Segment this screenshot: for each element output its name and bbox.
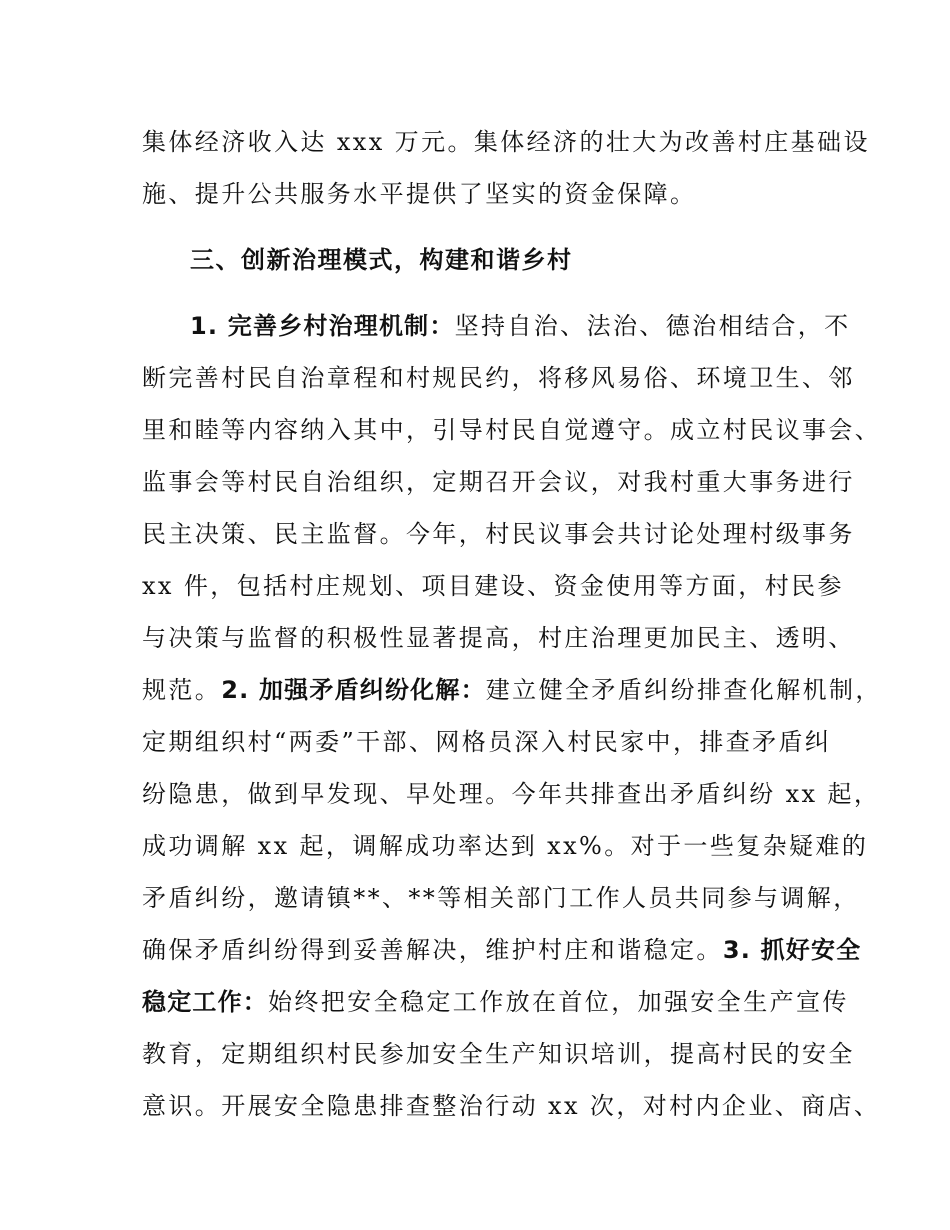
subheading-text: 1. 完善乡村治理机制： [190, 312, 455, 340]
text-segment: 集体经济收入达 xxx 万元。集体经济的壮大为改善村庄基础设 [142, 128, 870, 156]
text-segment: xx 件，包括村庄规划、项目建设、资金使用等方面，村民参 [142, 572, 844, 600]
text-segment: 意识。开展安全隐患排查整治行动 xx 次，对村内企业、商店、 [142, 1092, 881, 1120]
paragraph-line [142, 414, 881, 446]
text-segment: 教育，定期组织村民参加安全生产知识培训，提高村民的安全 [142, 1040, 855, 1068]
text-segment: 监事会等村民自治组织，定期召开会议，对我村重大事务进行 [142, 468, 855, 496]
text-segment: 纷隐患，做到早发现、早处理。今年共排查出矛盾纠纷 xx 起， [142, 780, 881, 808]
paragraph-line [142, 934, 861, 966]
text-segment: 坚持自治、法治、德治相结合，不 [454, 312, 851, 340]
paragraph-line [142, 674, 882, 706]
text-segment: 与决策与监督的积极性显著提高，村庄治理更加民主、透明、 [142, 624, 855, 652]
subheading-text: 2. 加强矛盾纠纷化解： [221, 676, 486, 704]
paragraph-line [142, 882, 860, 914]
paragraph-line [142, 126, 870, 158]
paragraph-line [142, 622, 855, 654]
paragraph-line [142, 178, 696, 210]
text-segment: 确保矛盾纠纷得到妥善解决，维护村庄和谐稳定。 [142, 936, 723, 964]
paragraph-line [142, 1090, 880, 1122]
paragraph-line [142, 830, 868, 862]
text-segment: 定期组织村“两委”干部、网格员深入村民家中，排查矛盾纠 [142, 728, 832, 756]
text-segment: 里和睦等内容纳入其中，引导村民自觉遵守。成立村民议事会、 [142, 416, 882, 444]
subheading-text: 3. 抓好安全 [722, 936, 862, 964]
text-segment: 成功调解 xx 起，调解成功率达到 xx%。对于一些复杂疑难的 [142, 832, 869, 860]
paragraph-line [142, 778, 880, 810]
paragraph-line [142, 362, 855, 394]
paragraph-line [142, 986, 849, 1018]
paragraph-line [142, 726, 831, 758]
paragraph-line [142, 570, 844, 602]
text-segment: 规范。 [142, 676, 222, 704]
paragraph-line [142, 466, 855, 498]
paragraph-line [142, 518, 855, 550]
text-segment: 建立健全矛盾纠纷排查化解机制， [485, 676, 882, 704]
paragraph-line [190, 310, 851, 342]
text-segment: 始终把安全稳定工作放在首位，加强安全生产宣传 [268, 988, 849, 1016]
section-heading-text: 三、创新治理模式，构建和谐乡村 [190, 246, 573, 274]
section-heading [190, 244, 573, 276]
text-segment: 施、提升公共服务水平提供了坚实的资金保障。 [142, 180, 697, 208]
text-segment: 矛盾纠纷，邀请镇**、**等相关部门工作人员共同参与调解， [142, 884, 860, 912]
paragraph-line [142, 1038, 855, 1070]
text-segment: 断完善村民自治章程和村规民约，将移风易俗、环境卫生、邻 [142, 364, 855, 392]
text-segment: 民主决策、民主监督。今年，村民议事会共讨论处理村级事务 [142, 520, 855, 548]
subheading-text: 稳定工作： [142, 988, 268, 1016]
